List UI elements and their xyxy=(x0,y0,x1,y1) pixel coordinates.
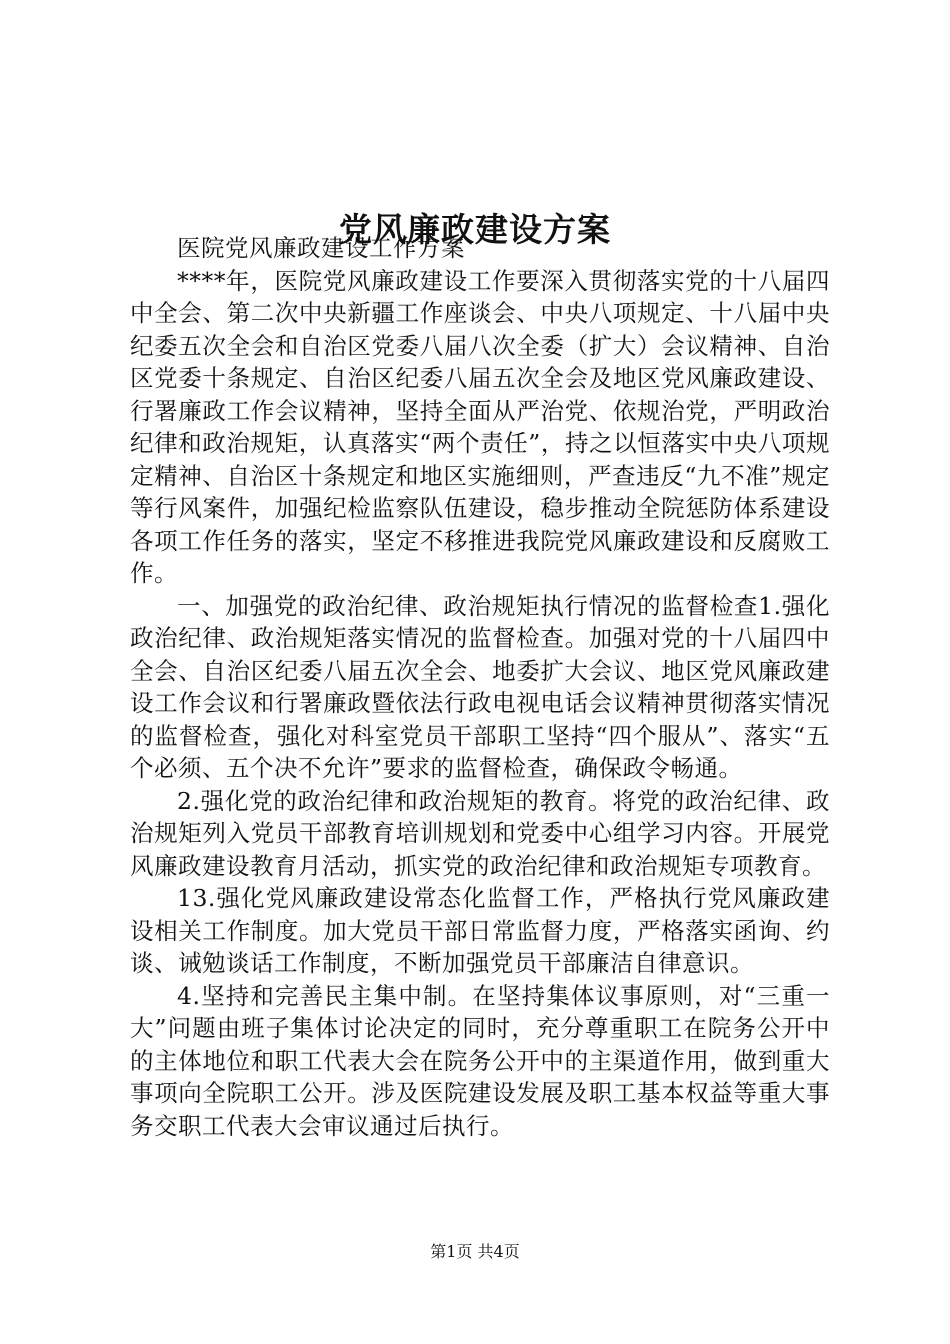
item-4-paragraph: 4.坚持和完善民主集中制。在坚持集体议事原则，对“三重一大”问题由班子集体讨论决定的同时，充分尊重职工在院务公开中的主体地位和职工代表大会在院务公开中的主渠道作用，做到重大事项向全院职工公开。涉及医院建设发展及职工基本权益等重大事务交职工代表大会审议通过后执行。 xyxy=(130,981,830,1140)
item-2-paragraph: 2.强化党的政治纪律和政治规矩的教育。将党的政治纪律、政治规矩列入党员干部教育培训规划和党委中心组学习内容。开展党风廉政建设教育月活动，抓实党的政治纪律和政治规矩专项教育。 xyxy=(130,786,830,880)
document-title: 党风廉政建设方案 xyxy=(339,210,611,250)
item-13-paragraph: 13.强化党风廉政建设常态化监督工作，严格执行党风廉政建设相关工作制度。加大党员干部日常监督力度，严格落实函询、约谈、诫勉谈话工作制度，不断加强党员干部廉洁自律意识。 xyxy=(130,884,830,977)
page-number-footer: 第1页 共4页 xyxy=(430,1242,520,1261)
intro-paragraph: ****年，医院党风廉政建设工作要深入贯彻落实党的十八届四中全会、第二次中央新疆工作座谈会、中央八项规定、十八届中央纪委五次全会和自治区党委八届八次全委（扩大）会议精神、自治区党委十条规定、自治区纪委八届五次全会及地区党风廉政建设、行署廉政工作会议精神，坚持全面从严治党、依规治党，严明政治纪律和政治规矩，认真落实“两个责任”，持之以恒落实中央八项规定精神、自治区十条规定和地区实施细则，严查违反“九不准”规定等行风案件，加强纪检监察队伍建设，稳步推动全院惩防体系建设各项工作任务的落实，坚定不移推进我院党风廉政建设和反腐败工作。 xyxy=(130,266,830,587)
subtitle-paragraph: 医院党风廉政建设工作方案 xyxy=(177,234,465,262)
section-1-paragraph: 一、加强党的政治纪律、政治规矩执行情况的监督检查1.强化政治纪律、政治规矩落实情况的监督检查。加强对党的十八届四中全会、自治区纪委八届五次全会、地委扩大会议、地区党风廉政建设工作会议和行署廉政暨依法行政电视电话会议精神贯彻落实情况的监督检查，强化对科室党员干部职工坚持“四个服从”、落实“五个必须、五个决不允许”要求的监督检查，确保政令畅通。 xyxy=(130,591,830,782)
document-body xyxy=(130,232,830,1142)
